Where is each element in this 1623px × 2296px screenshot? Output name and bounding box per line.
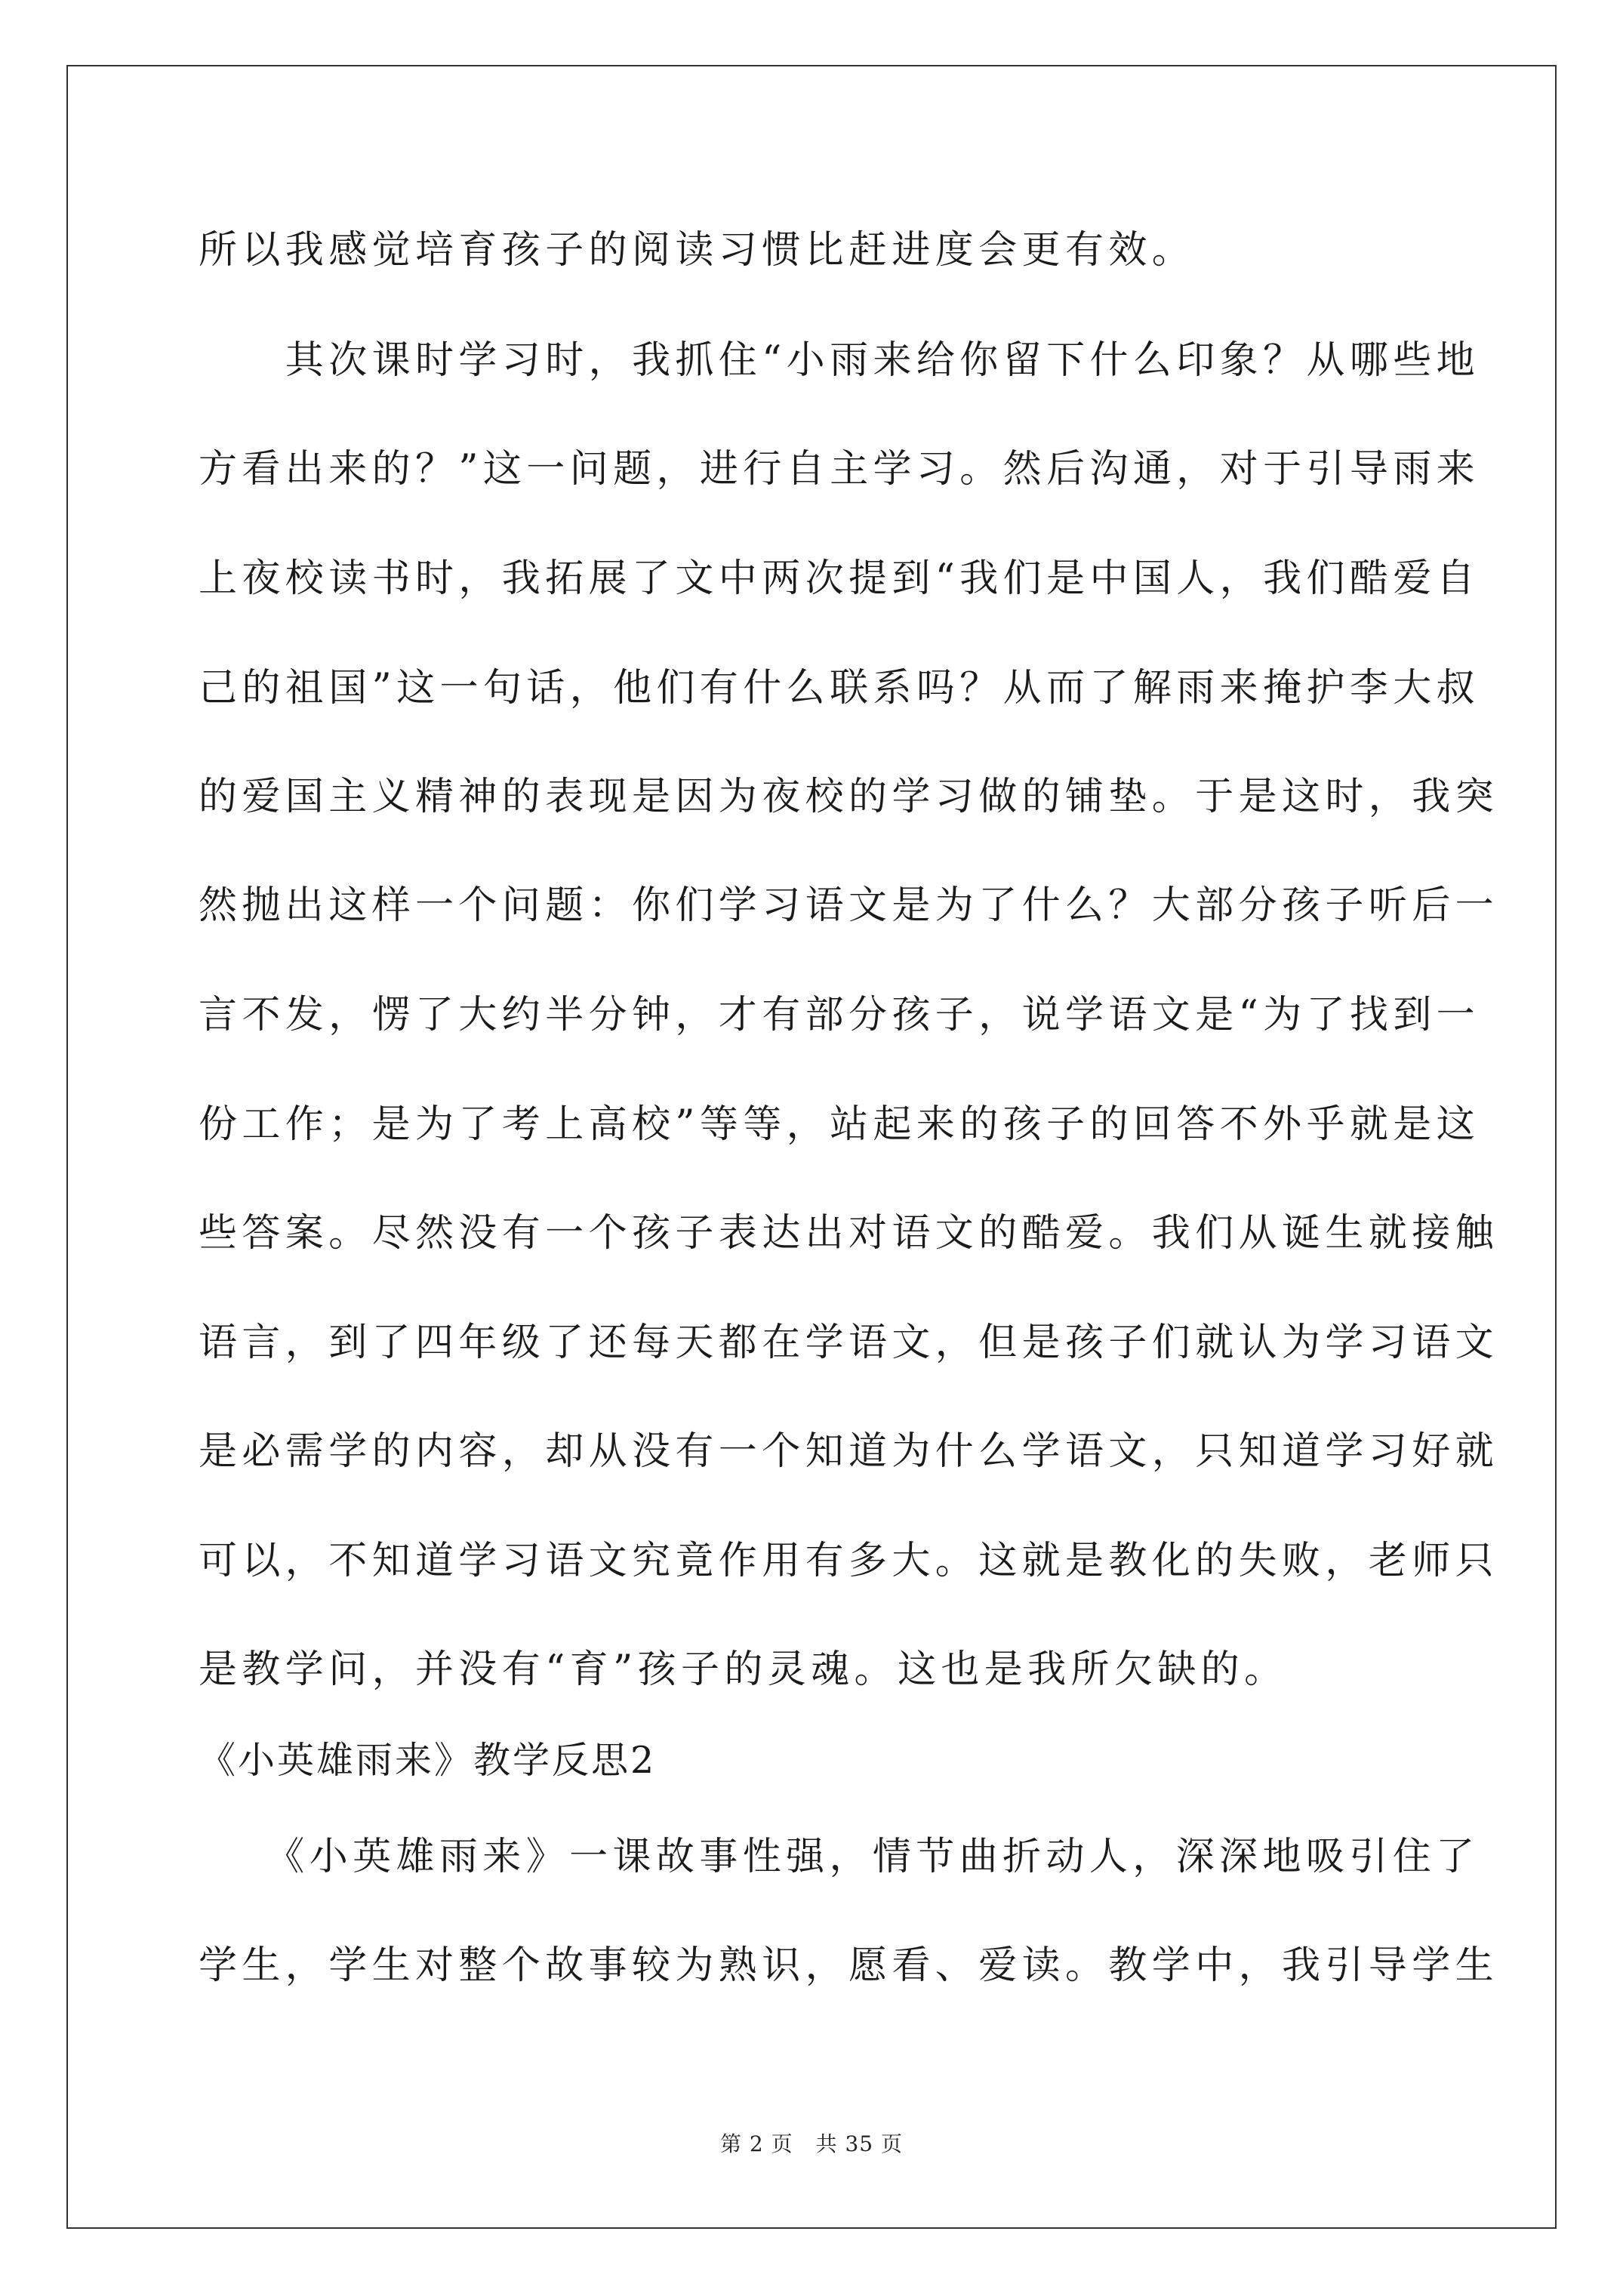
paragraph-line: 所以我感觉培育孩子的阅读习惯比赶进度会更有效。 — [199, 228, 1196, 273]
paragraph-line: 学生，学生对整个故事较为熟识，愿看、爱读。教学中，我引导学生 — [199, 1943, 1499, 1988]
section-heading: 《小英雄雨来》教学反思2 — [199, 1739, 657, 1782]
paragraph-line: 方看出来的？”这一问题，进行自主学习。然后沟通，对于引导雨来 — [199, 447, 1480, 492]
paragraph-line: 是教学问，并没有“育”孩子的灵魂。这也是我所欠缺的。 — [199, 1647, 1288, 1692]
paragraph-line: 可以，不知道学习语文究竟作用有多大。这就是教化的失败，老师只 — [199, 1539, 1499, 1583]
paragraph-line: 上夜校读书时，我拓展了文中两次提到“我们是中国人，我们酷爱自 — [199, 556, 1480, 601]
page-number: 第 2 页 — [719, 2131, 793, 2156]
paragraph-line: 语言，到了四年级了还每天都在学语文，但是孩子们就认为学习语文 — [199, 1321, 1499, 1365]
paragraph-line: 份工作；是为了考上高校”等等，站起来的孩子的回答不外乎就是这 — [199, 1102, 1480, 1147]
paragraph-line: 言不发，愣了大约半分钟，才有部分孩子，说学语文是“为了找到一 — [199, 993, 1480, 1037]
paragraph-line: 《小英雄雨来》一课故事性强，情节曲折动人，深深地吸引住了 — [199, 1835, 1480, 1879]
page-footer — [0, 2131, 1623, 2158]
paragraph-line: 然抛出这样一个问题：你们学习语文是为了什么？大部分孩子听后一 — [199, 883, 1499, 928]
paragraph-line: 些答案。尽然没有一个孩子表达出对语文的酷爱。我们从诞生就接触 — [199, 1211, 1499, 1256]
paragraph-line: 是必需学的内容，却从没有一个知道为什么学语文，只知道学习好就 — [199, 1429, 1499, 1474]
paragraph-line: 的爱国主义精神的表现是因为夜校的学习做的铺垫。于是这时，我突 — [199, 775, 1499, 819]
page-total: 共 35 页 — [815, 2131, 904, 2156]
paragraph-line: 己的祖国”这一句话，他们有什么联系吗？从而了解雨来掩护李大叔 — [199, 666, 1480, 710]
paragraph-line: 其次课时学习时，我抓住“小雨来给你留下什么印象？从哪些地 — [199, 338, 1480, 383]
